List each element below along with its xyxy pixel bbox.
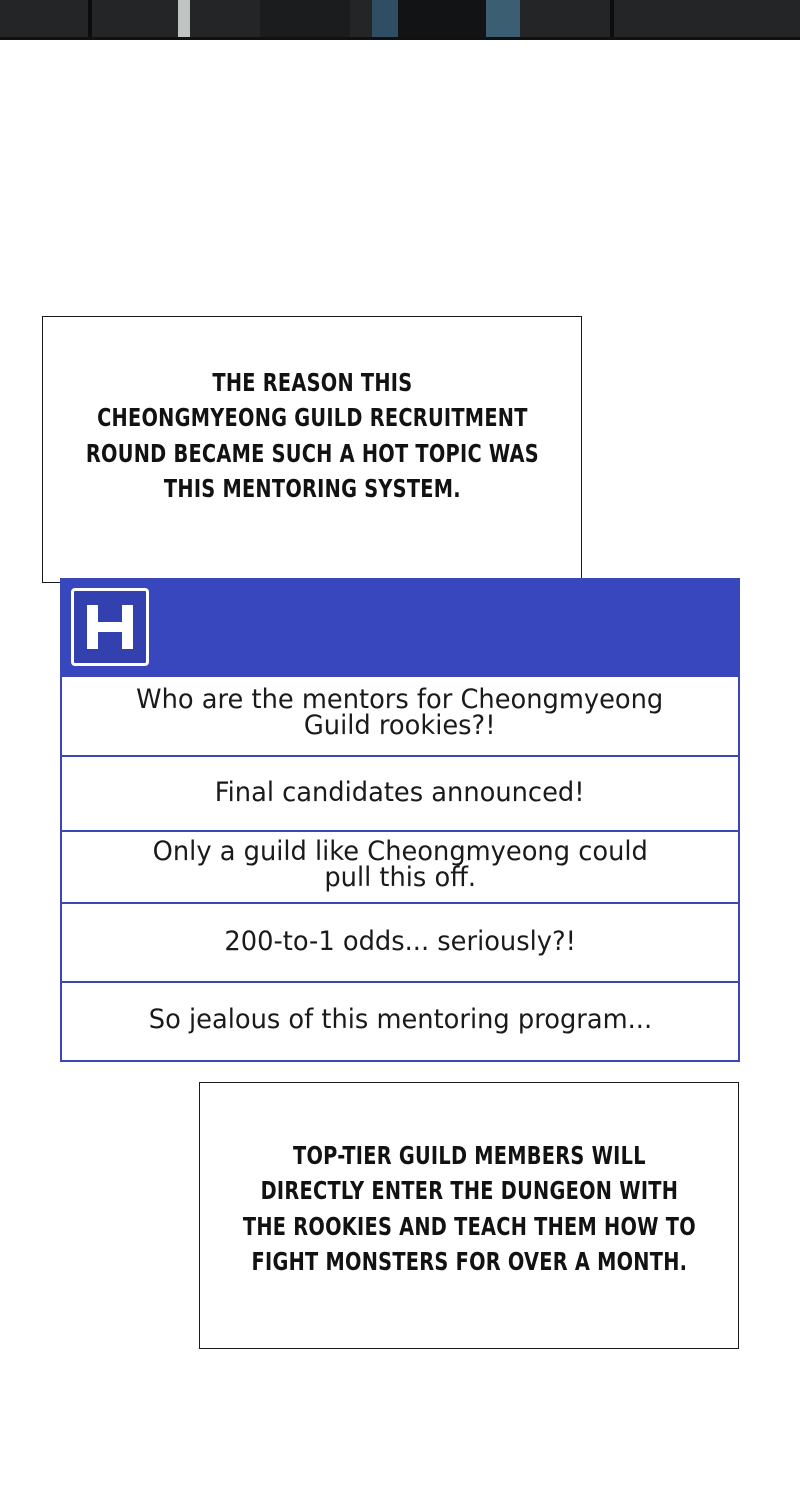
result-item[interactable] [62,757,738,832]
result-text: Only a guild like Cheongmyeong could pull this off. [152,836,648,893]
result-item[interactable] [62,832,738,904]
result-text: 200-to-1 odds... seriously?! [224,925,576,957]
search-results-panel [60,578,740,1062]
narration-text: TOP-TIER GUILD MEMBERS WILL DIRECTLY ENTER THE DUNGEON WITH THE ROOKIES AND TEACH THEM HOW TO FIGHT MONSTERS FOR OVER A MONTH. [242,1140,696,1276]
result-text: So jealous of this mentoring program... [148,1003,652,1035]
results-list [62,677,738,1060]
result-item[interactable] [62,677,738,757]
letter-h-logo-icon[interactable] [71,588,149,666]
results-header [62,580,738,677]
result-item[interactable] [62,983,738,1060]
result-text: Who are the mentors for Cheongmyeong Guild rookies?! [136,684,664,741]
narration-box-top [42,316,582,583]
narration-text: THE REASON THIS CHEONGMYEONG GUILD RECRUITMENT ROUND BECAME SUCH A HOT TOPIC WAS THIS MENTORING SYSTEM. [85,367,539,503]
previous-panel-strip [0,0,800,40]
result-text: Final candidates announced! [215,776,585,808]
result-item[interactable] [62,904,738,983]
narration-box-bottom [199,1082,739,1349]
